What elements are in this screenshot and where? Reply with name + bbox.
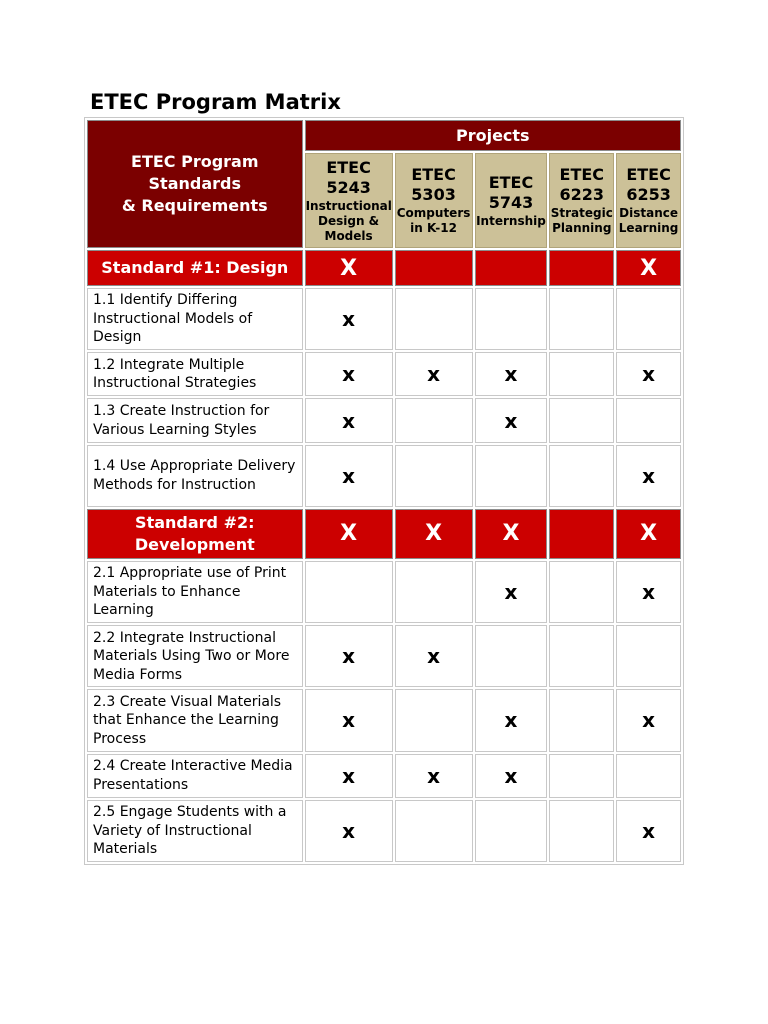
matrix-cell [549, 800, 614, 862]
requirement-row [87, 352, 681, 396]
matrix-cell [395, 561, 473, 623]
requirement-label: 2.2 Integrate Instructional Materials Using Two or More Media Forms [87, 625, 303, 687]
matrix-cell [549, 398, 614, 442]
standard-label: Standard #2: Development [87, 509, 303, 559]
standard-label: Standard #1: Design [87, 250, 303, 286]
standards-header-line: & Requirements [121, 196, 268, 215]
course-header [475, 153, 548, 248]
matrix-cell [549, 250, 614, 286]
course-name-line: Strategic [550, 206, 613, 220]
matrix-cell [395, 800, 473, 862]
matrix-cell [475, 625, 548, 687]
requirement-label: 2.5 Engage Students with a Variety of Instructional Materials [87, 800, 303, 862]
matrix-cell [475, 800, 548, 862]
matrix-cell: X [616, 509, 681, 559]
matrix-cell: x [395, 754, 473, 798]
matrix-cell [395, 689, 473, 751]
matrix-cell [549, 288, 614, 350]
matrix-cell [549, 352, 614, 396]
matrix-cell: X [395, 509, 473, 559]
program-matrix-table [84, 117, 684, 865]
matrix-cell: x [305, 800, 393, 862]
course-code-prefix: ETEC [326, 157, 371, 177]
course-number: 6253 [626, 185, 671, 204]
requirement-row [87, 288, 681, 350]
matrix-cell: x [616, 800, 681, 862]
course-header [616, 153, 681, 248]
matrix-cell: x [475, 754, 548, 798]
requirement-label: 2.1 Appropriate use of Print Materials to Enhance Learning [87, 561, 303, 623]
course-code-prefix: ETEC [411, 165, 456, 184]
requirement-row [87, 398, 681, 442]
requirement-label: 1.3 Create Instruction for Various Learning Styles [87, 398, 303, 442]
matrix-cell: X [305, 250, 393, 286]
matrix-cell: X [616, 250, 681, 286]
standard-row [87, 250, 681, 286]
standards-header-line: Standards [148, 174, 242, 193]
matrix-cell [549, 689, 614, 751]
matrix-cell: x [616, 689, 681, 751]
matrix-cell: x [616, 352, 681, 396]
course-name-line: Planning [552, 221, 612, 235]
requirement-label: 1.2 Integrate Multiple Instructional Strategies [87, 352, 303, 396]
matrix-cell: x [395, 352, 473, 396]
requirement-row [87, 754, 681, 798]
course-header [549, 153, 614, 248]
matrix-cell [549, 561, 614, 623]
standards-header [87, 120, 303, 248]
matrix-cell [475, 250, 548, 286]
matrix-cell: x [475, 352, 548, 396]
matrix-cell: x [305, 689, 393, 751]
matrix-cell [616, 288, 681, 350]
matrix-cell [395, 288, 473, 350]
requirement-row [87, 800, 681, 862]
course-name-line: Learning [618, 221, 679, 235]
matrix-cell [549, 445, 614, 507]
matrix-cell: x [616, 561, 681, 623]
course-code-prefix: ETEC [626, 165, 671, 184]
matrix-cell: X [305, 509, 393, 559]
course-number: 5243 [326, 177, 371, 197]
requirement-label: 2.4 Create Interactive Media Presentations [87, 754, 303, 798]
requirement-row [87, 445, 681, 507]
course-name-line: in K-12 [410, 221, 457, 235]
standards-header-line: ETEC Program [131, 152, 259, 171]
course-name-line: Models [324, 228, 373, 243]
matrix-cell [395, 445, 473, 507]
matrix-cell: x [305, 352, 393, 396]
projects-header: Projects [305, 120, 681, 151]
course-header [395, 153, 473, 248]
matrix-cell [616, 754, 681, 798]
matrix-cell: x [305, 398, 393, 442]
course-name-line: Instructional [305, 198, 392, 213]
matrix-cell [395, 250, 473, 286]
course-name-line: Design & [318, 213, 380, 228]
matrix-cell: x [305, 754, 393, 798]
matrix-cell: x [475, 689, 548, 751]
course-code-prefix: ETEC [559, 165, 605, 184]
matrix-cell: x [395, 625, 473, 687]
course-number: 5743 [488, 192, 534, 212]
matrix-cell [616, 625, 681, 687]
course-number: 6223 [559, 185, 605, 204]
matrix-cell: x [305, 445, 393, 507]
requirement-row [87, 561, 681, 623]
matrix-cell [616, 398, 681, 442]
matrix-cell: x [475, 561, 548, 623]
course-name-line: Computers [396, 206, 471, 220]
page-title: ETEC Program Matrix [90, 90, 341, 114]
matrix-cell [305, 561, 393, 623]
standard-row [87, 509, 681, 559]
course-header [305, 153, 393, 248]
matrix-cell [549, 509, 614, 559]
requirement-row [87, 689, 681, 751]
course-name-line: Distance [619, 206, 678, 220]
matrix-cell [475, 445, 548, 507]
matrix-cell: X [475, 509, 548, 559]
matrix-cell [549, 754, 614, 798]
requirement-label: 1.1 Identify Differing Instructional Models of Design [87, 288, 303, 350]
matrix-cell: x [616, 445, 681, 507]
matrix-cell: x [475, 398, 548, 442]
matrix-cell [549, 625, 614, 687]
requirement-label: 1.4 Use Appropriate Delivery Methods for Instruction [87, 445, 303, 507]
requirement-row [87, 625, 681, 687]
course-name-line: Internship [476, 213, 546, 228]
course-number: 5303 [411, 185, 456, 204]
requirement-label: 2.3 Create Visual Materials that Enhance the Learning Process [87, 689, 303, 751]
course-code-prefix: ETEC [488, 172, 534, 192]
matrix-cell [475, 288, 548, 350]
matrix-cell: x [305, 625, 393, 687]
matrix-cell: x [305, 288, 393, 350]
matrix-cell [395, 398, 473, 442]
matrix-body [87, 250, 681, 862]
